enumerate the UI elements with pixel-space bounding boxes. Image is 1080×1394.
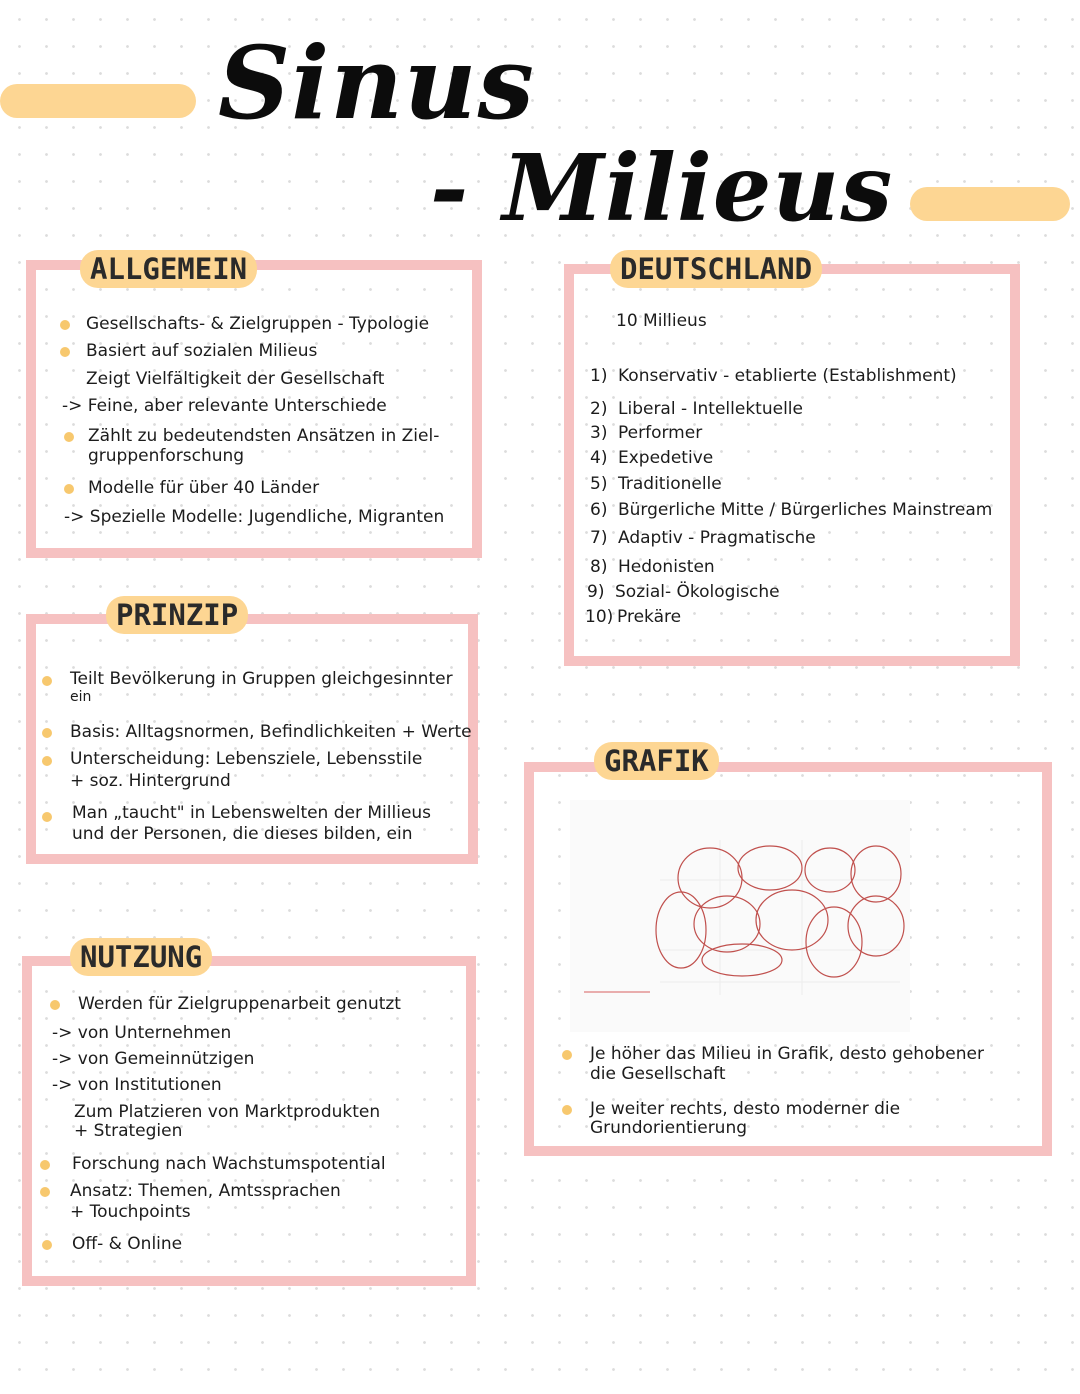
bullet-icon bbox=[40, 1187, 50, 1197]
bullet-icon bbox=[42, 812, 52, 822]
nutzung-item: Werden für Zielgruppenarbeit genutzt bbox=[78, 994, 401, 1014]
bullet-icon bbox=[50, 1000, 60, 1010]
sinus-diagram-svg bbox=[570, 800, 910, 1032]
nutzung-item: Zum Platzieren von Marktprodukten bbox=[74, 1102, 381, 1122]
allgemein-item: Zählt zu bedeutendsten Ansätzen in Ziel- bbox=[88, 426, 440, 446]
prinzip-item: Man „taucht" in Lebenswelten der Millieus bbox=[72, 803, 432, 823]
milieu-list-item: 4) Expedetive bbox=[590, 448, 714, 468]
heading-grafik: GRAFIK bbox=[594, 742, 719, 780]
nutzung-item: + Touchpoints bbox=[70, 1202, 191, 1222]
nutzung-item: -> von Gemeinnützigen bbox=[52, 1049, 255, 1069]
bullet-icon bbox=[64, 432, 74, 442]
nutzung-item: Ansatz: Themen, Amtssprachen bbox=[70, 1181, 341, 1201]
milieu-list-item: 2) Liberal - Intellektuelle bbox=[590, 399, 803, 419]
allgemein-item: Zeigt Vielfältigkeit der Gesellschaft bbox=[86, 369, 385, 389]
highlighter-stroke-left bbox=[0, 84, 196, 118]
prinzip-item: und der Personen, die dieses bilden, ein bbox=[72, 824, 413, 844]
title-milieus: - Milieus bbox=[430, 134, 894, 242]
bullet-icon bbox=[562, 1050, 572, 1060]
milieu-list-item: 5) Traditionelle bbox=[590, 474, 722, 494]
milieu-list-item: 1) Konservativ - etablierte (Establishment) bbox=[590, 366, 957, 386]
nutzung-item: Forschung nach Wachstumspotential bbox=[72, 1154, 386, 1174]
nutzung-item: + Strategien bbox=[74, 1121, 183, 1141]
prinzip-item: Teilt Bevölkerung in Gruppen gleichgesinnter bbox=[70, 669, 453, 689]
grafik-item: Je weiter rechts, desto moderner die bbox=[590, 1099, 901, 1119]
milieu-list-item: 10) Prekäre bbox=[585, 607, 682, 627]
allgemein-item: -> Spezielle Modelle: Jugendliche, Migranten bbox=[64, 507, 445, 527]
milieu-list-item: 8) Hedonisten bbox=[590, 557, 715, 577]
prinzip-item: Unterscheidung: Lebensziele, Lebensstile bbox=[70, 749, 423, 769]
prinzip-item: Basis: Alltagsnormen, Befindlichkeiten + Werte bbox=[70, 722, 472, 742]
allgemein-item: Modelle für über 40 Länder bbox=[88, 478, 320, 498]
bullet-icon bbox=[60, 320, 70, 330]
milieu-list-item: 3) Performer bbox=[590, 423, 703, 443]
allgemein-item: gruppenforschung bbox=[88, 446, 245, 466]
title-sinus: Sinus bbox=[218, 24, 535, 142]
heading-allgemein: ALLGEMEIN bbox=[80, 250, 257, 288]
grafik-item: die Gesellschaft bbox=[590, 1064, 726, 1084]
milieu-list-item: 7) Adaptiv - Pragmatische bbox=[590, 528, 816, 548]
heading-prinzip: PRINZIP bbox=[106, 596, 248, 634]
nutzung-item: -> von Unternehmen bbox=[52, 1023, 232, 1043]
bullet-icon bbox=[42, 1240, 52, 1250]
bullet-icon bbox=[40, 1160, 50, 1170]
bullet-icon bbox=[562, 1105, 572, 1115]
grafik-item: Je höher das Milieu in Grafik, desto gehobener bbox=[590, 1044, 984, 1064]
grafik-item: Grundorientierung bbox=[590, 1118, 748, 1138]
bullet-icon bbox=[42, 728, 52, 738]
milieu-list-item: 6) Bürgerliche Mitte / Bürgerliches Mainstream bbox=[590, 500, 993, 520]
allgemein-item: -> Feine, aber relevante Unterschiede bbox=[62, 396, 387, 416]
milieu-count: 10 Millieus bbox=[616, 311, 707, 331]
nutzung-item: Off- & Online bbox=[72, 1234, 183, 1254]
allgemein-item: Gesellschafts- & Zielgruppen - Typologie bbox=[86, 314, 430, 334]
bullet-icon bbox=[42, 676, 52, 686]
highlighter-stroke-right bbox=[910, 187, 1070, 221]
bullet-icon bbox=[42, 756, 52, 766]
prinzip-item: ein bbox=[70, 689, 92, 705]
sinus-milieu-diagram bbox=[570, 800, 910, 1032]
milieu-list-item: 9) Sozial- Ökologische bbox=[587, 582, 780, 602]
bullet-icon bbox=[60, 347, 70, 357]
heading-deutschland: DEUTSCHLAND bbox=[610, 250, 822, 288]
heading-nutzung: NUTZUNG bbox=[70, 938, 212, 976]
bullet-icon bbox=[64, 484, 74, 494]
prinzip-item: + soz. Hintergrund bbox=[70, 771, 231, 791]
allgemein-item: Basiert auf sozialen Milieus bbox=[86, 341, 318, 361]
nutzung-item: -> von Institutionen bbox=[52, 1075, 222, 1095]
